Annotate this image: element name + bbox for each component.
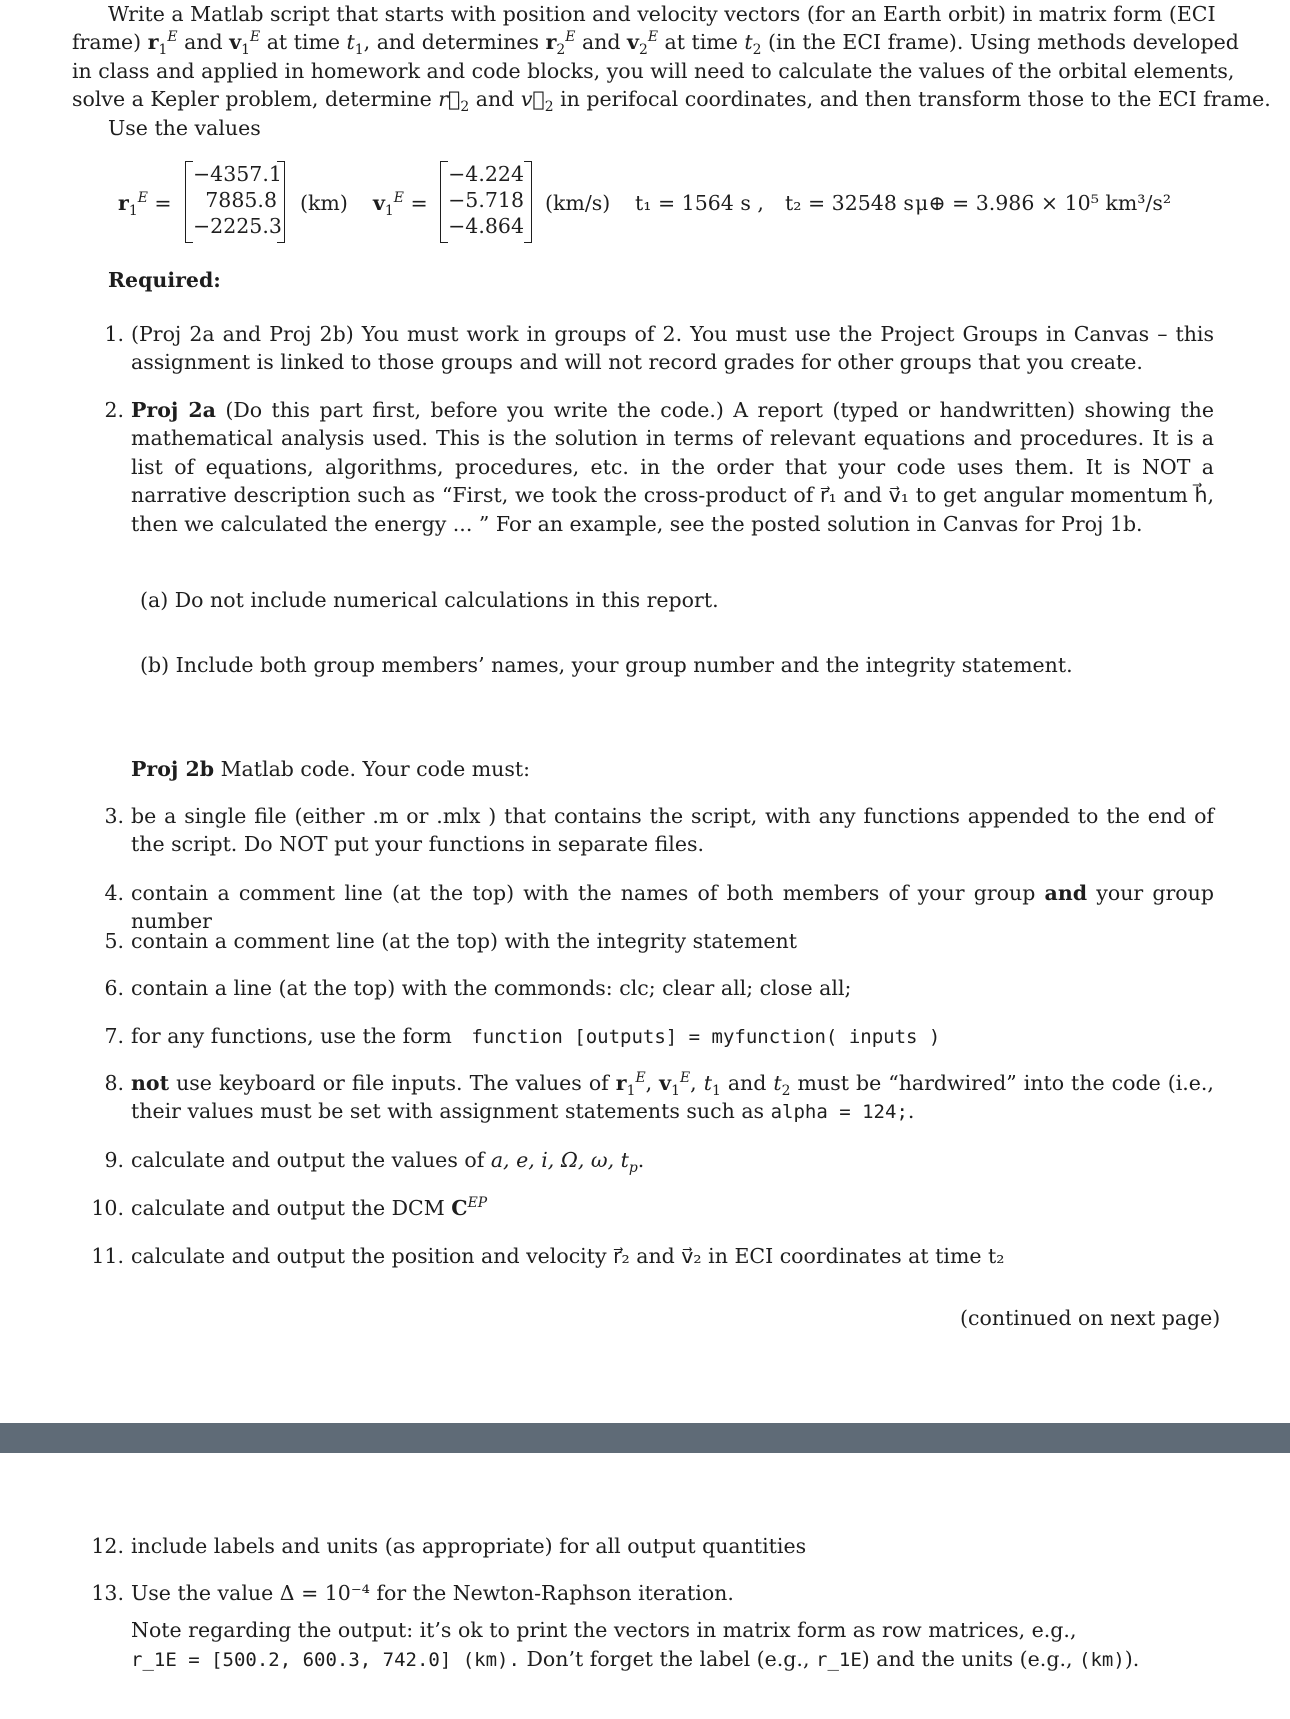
subitem-b: (b) Include both group members’ names, your group number and the integrity statement. xyxy=(140,653,1073,677)
list-item: 5. contain a comment line (at the top) with the integrity statement xyxy=(104,929,797,953)
r1-y: 7885.8 xyxy=(205,188,277,212)
list-item: 2. Proj 2a (Do this part first, before you write the code.) A report (typed or handwritten) showing the mathematical analysis used. This is the solution in terms of relevant equations and procedures. It is a list of equations, algorithms, procedures, etc. in the order that your code uses them. It is NOT a narrative description such as “First, we took the cross-product of r⃗₁ and v⃗₁ to get angular momentum h⃗, then we calculated the energy ... ” For an example, see the posted solution in Canvas for Proj 1b. xyxy=(104,398,1214,536)
list-item: 11. calculate and output the position and velocity r⃗₂ and v⃗₂ in ECI coordinates at time t₂ xyxy=(91,1244,1005,1268)
subitem-a: (a) Do not include numerical calculations in this report. xyxy=(140,588,719,612)
list-item: 9. calculate and output the values of a, e, i, Ω, ω, $t_p$. xyxy=(104,1148,645,1177)
proj2b-heading: Proj 2b Matlab code. Your code must: xyxy=(131,757,531,781)
note-line-1: Note regarding the output: it’s ok to print the vectors in matrix form as row matrices, e.g., xyxy=(131,1618,1077,1642)
list-item: 4. contain a comment line (at the top) with the names of both members of your group and your group number xyxy=(104,881,1214,934)
r1-z: −2225.3 xyxy=(193,214,282,238)
required-heading: Required: xyxy=(108,268,221,292)
list-item: 13. Use the value Δ = 10⁻⁴ for the Newton-Raphson iteration. xyxy=(91,1581,734,1605)
mu-value: μ⊕ = 3.986 × 10⁵ km³/s² xyxy=(915,191,1172,215)
intro-line-3: in class and applied in homework and code blocks, you will need to calculate the values of the orbital elements, xyxy=(72,59,1235,83)
v1-label: $v_1^E$ = xyxy=(373,190,428,220)
v1-unit: (km/s) xyxy=(545,191,611,215)
list-item: 6. contain a line (at the top) with the commonds: clc; clear all; close all; xyxy=(104,976,852,1000)
list-item: 12. include labels and units (as appropriate) for all output quantities xyxy=(91,1534,807,1558)
list-item: 10. calculate and output the DCM $C^{EP}$ xyxy=(91,1195,488,1220)
t1-value: t₁ = 1564 s , xyxy=(635,191,764,215)
r1-x: −4357.1 xyxy=(193,162,282,186)
note-line-2: r_1E = [500.2, 600.3, 742.0] (km). Don’t forget the label (e.g., r_1E) and the units (e.g., (km)). xyxy=(131,1647,1140,1671)
page-divider xyxy=(0,1423,1290,1453)
list-item: 7. for any functions, use the form function [outputs] = myfunction( inputs ) xyxy=(104,1024,941,1048)
use-values-text: Use the values xyxy=(108,116,261,140)
v1-x: −4.224 xyxy=(448,162,524,186)
intro-line-1: Write a Matlab script that starts with position and velocity vectors (for an Earth orbit) in matrix form (ECI xyxy=(108,2,1216,26)
continued-note: (continued on next page) xyxy=(960,1306,1221,1330)
r1-label: $r_1^E$ = xyxy=(118,190,172,220)
r1-unit: (km) xyxy=(300,191,348,215)
v1-matrix xyxy=(440,161,532,243)
list-item: 1. (Proj 2a and Proj 2b) You must work in groups of 2. You must use the Project Groups in Canvas – this assignment is linked to those groups and will not record grades for other groups that you create. xyxy=(104,322,1214,375)
intro-line-2: frame) $r_1^E$ and $v_1^E$ at time $t_1$, and determines $r_2^E$ and $v_2^E$ at time $t_2$ (in the ECI frame). Using methods developed xyxy=(72,29,1239,59)
v1-z: −4.864 xyxy=(448,214,524,238)
intro-line-4: solve a Kepler problem, determine $r⃗_2$ and $v⃗_2$ in perifocal coordinates, and then transform those to the ECI frame. xyxy=(72,87,1271,116)
list-item: 8. not use keyboard or file inputs. The values of $r_1^E$, $v_1^E$, $t_1$ and $t_2$ must be “hardwired” into the code (i.e., their values must be set with assignment statements such as alpha = 124;. xyxy=(104,1070,1214,1124)
list-item: 3. be a single file (either .m or .mlx ) that contains the script, with any functions appended to the end of the script. Do NOT put your functions in separate files. xyxy=(104,804,1214,857)
t2-value: t₂ = 32548 s xyxy=(785,191,914,215)
v1-y: −5.718 xyxy=(448,188,524,212)
r1-matrix xyxy=(185,161,285,243)
